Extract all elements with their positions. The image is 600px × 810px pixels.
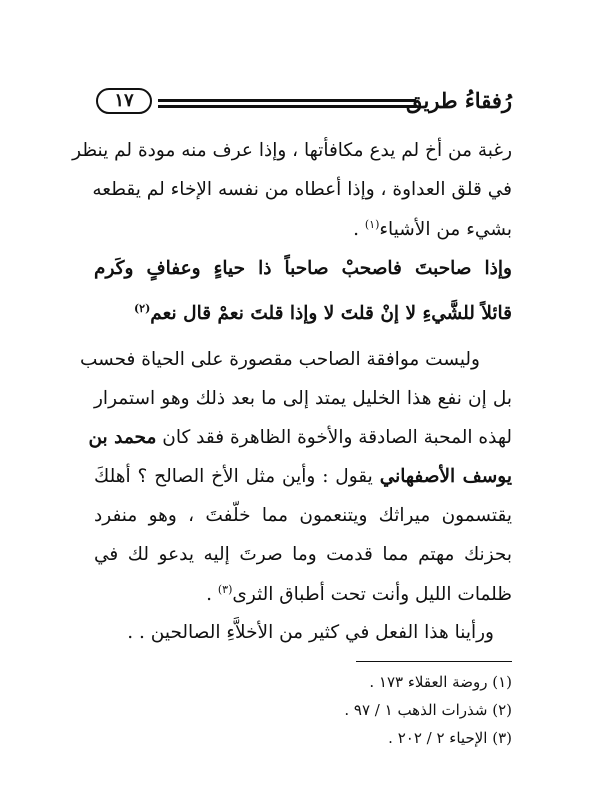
text-fragment: .: [206, 584, 218, 606]
text-line: يقتسمون ميراثك ويتنعمون مما خلّفتَ ، وهو منفرد: [94, 505, 512, 526]
footnote-ref: (١): [364, 218, 380, 231]
footnotes: [94, 668, 512, 752]
text-fragment: .: [353, 219, 365, 241]
running-header: [96, 86, 512, 122]
text-line: ورأينا هذا الفعل في كثير من الأخلاَّءِ الصالحين . .: [127, 622, 494, 643]
text-line: [94, 583, 512, 605]
text-line: في قلق العداوة ، وإذا أعطاه من نفسه الإخاء لم يقطعه: [92, 179, 512, 200]
text-fragment: بشيء من الأشياء: [379, 219, 512, 241]
text-line: [94, 466, 512, 487]
footnote: (٣) الإحياء ٢ / ٢٠٢ .: [388, 729, 512, 747]
person-name: محمد بن: [88, 427, 157, 448]
footnote: (٢) شذرات الذهب ١ / ٩٧ .: [344, 701, 512, 719]
text-line: رغبة من أخ لم يدع مكافأتها ، وإذا عرف منه مودة لم ينظر: [72, 140, 512, 161]
text-fragment: يقول : وأين مثل الأخ الصالح ؟ أهلكَ: [94, 466, 373, 487]
footnote: (١) روضة العقلاء ١٧٣ .: [369, 673, 512, 691]
text-line: [88, 427, 512, 448]
text-line: بحزنك مهتم مما قدمت وما صرتَ إليه يدعو لك في: [94, 544, 512, 565]
page-number: ١٧: [96, 88, 152, 114]
footnote-divider: [356, 661, 512, 662]
text-line: [94, 218, 512, 240]
verse-line: وإذا صاحبتَ فاصحبْ صاحباً ذا حياءٍ وعفافٍ وكَرم: [94, 258, 512, 279]
person-name: يوسف الأصفهاني: [379, 466, 512, 487]
footnote-ref: (٣): [217, 583, 233, 596]
text-fragment: قائلاً للشَّيءِ لا إنْ قلتَ لا وإذا قلتَ نعمْ قال نعم: [150, 303, 512, 325]
book-title: رُفقاءُ طريق: [405, 88, 512, 113]
text-fragment: ظلمات الليل وأنت تحت أطباق الثرى: [232, 584, 512, 606]
text-fragment: لهذه المحبة الصادقة والأخوة الظاهرة فقد كان: [162, 427, 512, 448]
text-line: وليست موافقة الصاحب مقصورة على الحياة فحسب: [79, 349, 480, 370]
header-rule: [158, 99, 416, 109]
verse-line: [94, 302, 512, 324]
footnote-ref: (٢): [133, 302, 151, 315]
text-line: بل إن نفع هذا الخليل يمتد إلى ما بعد ذلك وهو استمرار: [94, 388, 512, 409]
